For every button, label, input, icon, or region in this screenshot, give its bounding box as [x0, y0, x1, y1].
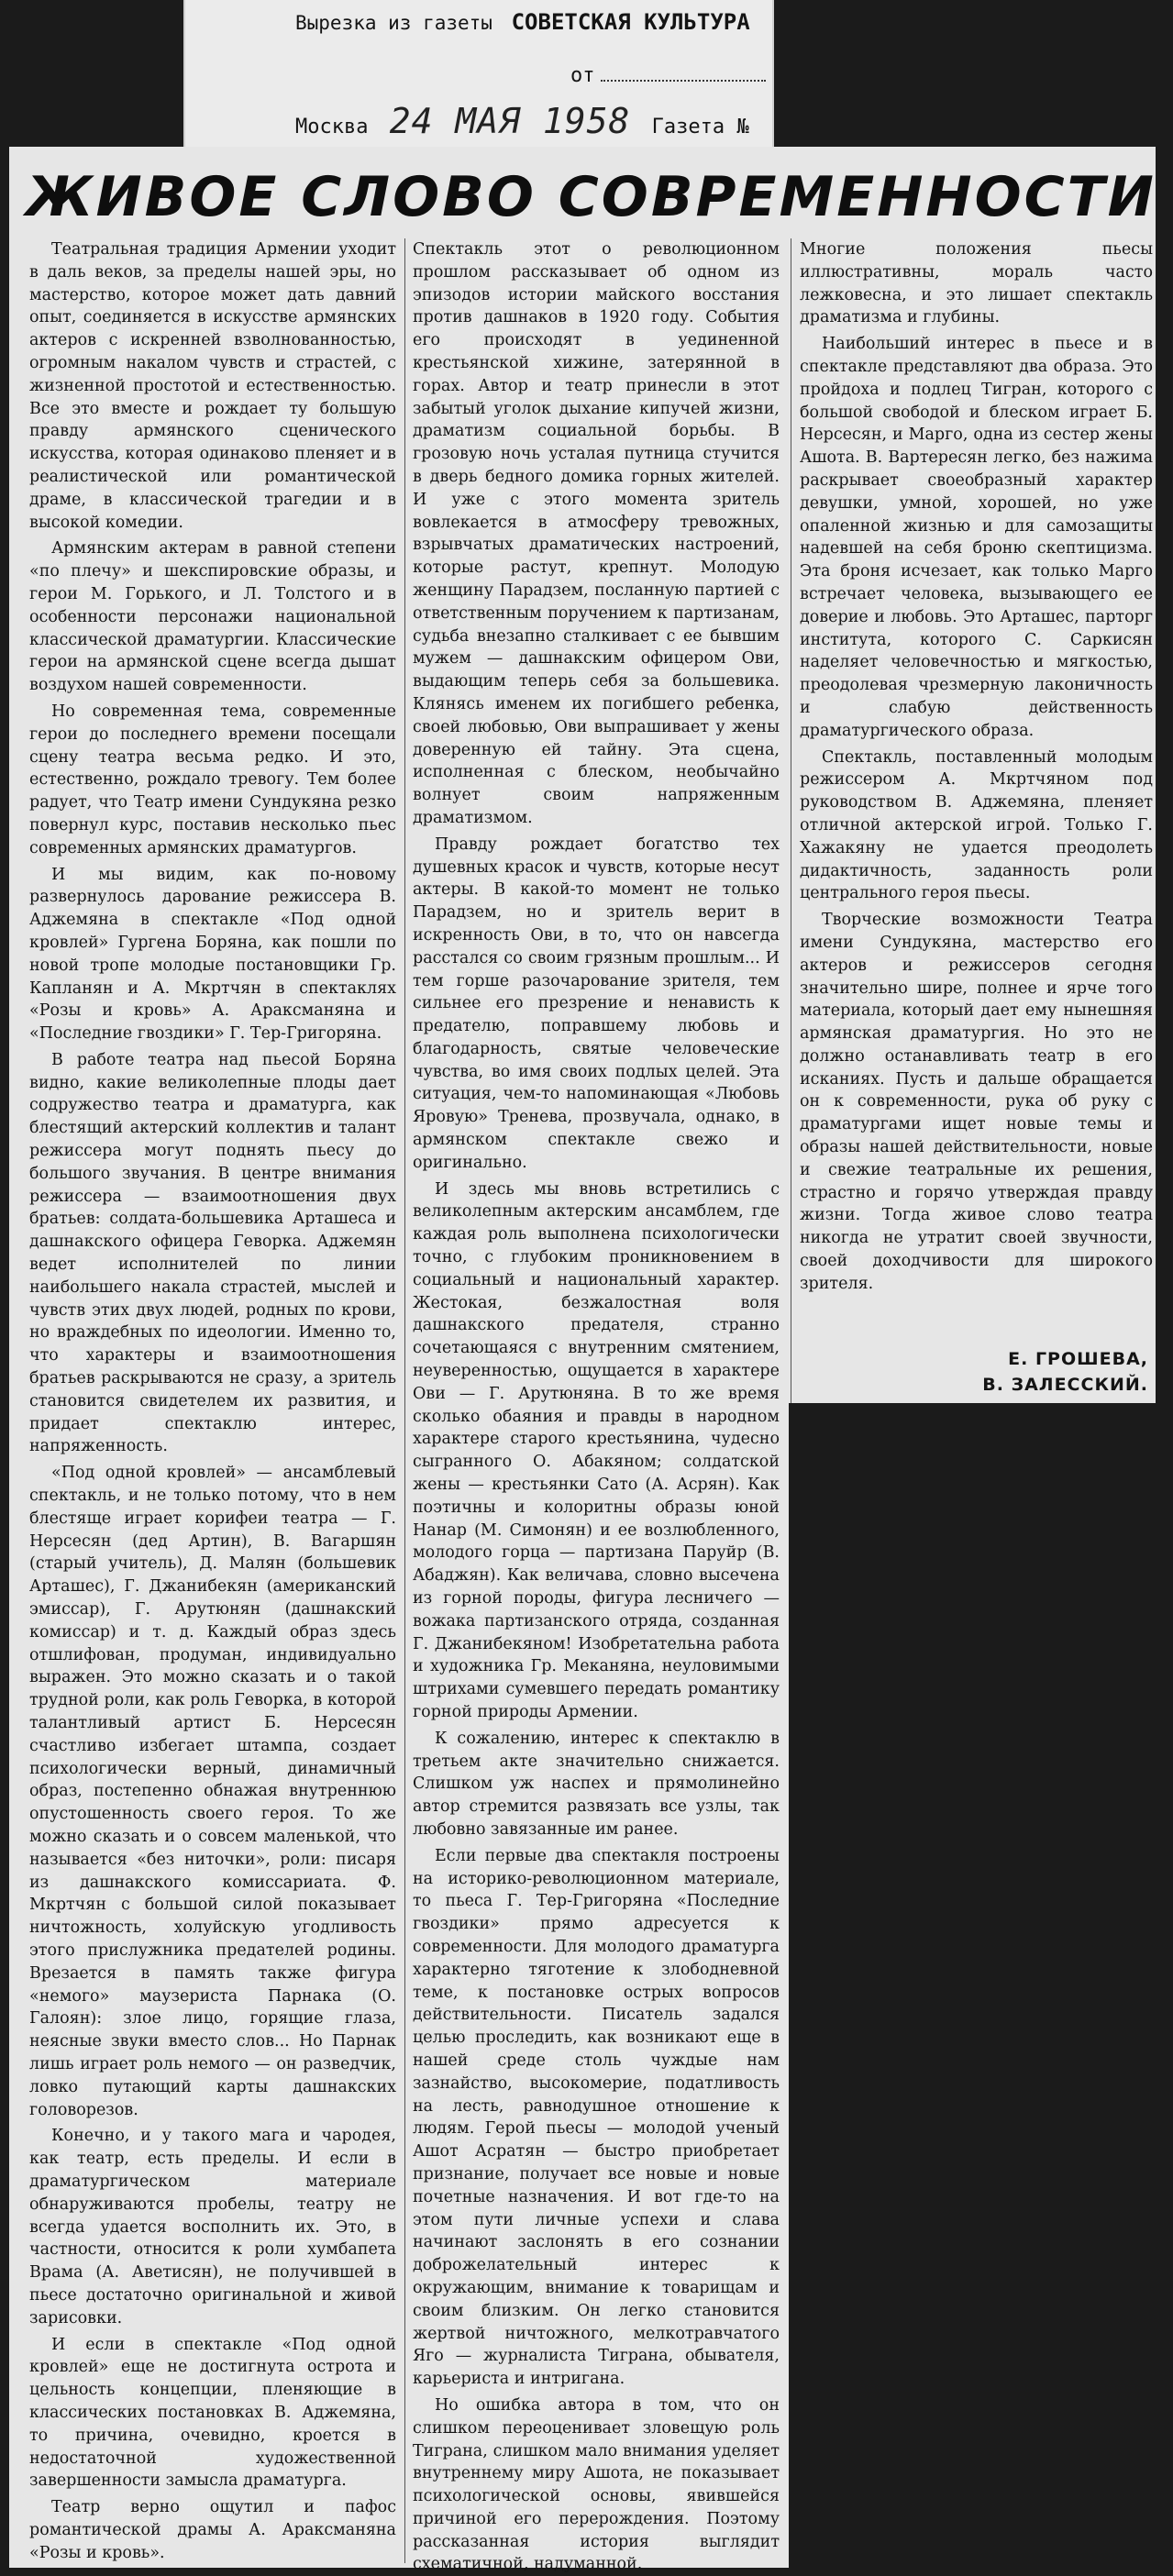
clipping-dotted-line — [601, 80, 766, 82]
article-authors — [800, 1346, 1148, 1398]
clipping-prefix: Вырезка из газеты — [295, 12, 492, 34]
author-name: Е. ГРОШЕВА, — [1008, 1349, 1148, 1369]
paragraph: Театральная традиция Армении уходит в даль веков, за пределы нашей эры, но мастерство, которое может дать давний опыт, соединяется в искусстве армянских актеров с искренней взволнованностью, огромным накалом чувств и страстей, с жизненной простотой и естественностью. Все это вместе и рождает ту большую правду армянского сценического искусства, которая одинаково пленяет и в реалистической или романтической драме, в классической трагедии и в высокой комедии. — [29, 240, 396, 532]
paragraph: Театр верно ощутил и пафос романтической драмы А. Араксманяна «Розы и кровь». — [29, 2498, 396, 2562]
clipping-date-stamp: 24 МАЯ 1958 — [389, 101, 631, 141]
paragraph: К сожалению, интерес к спектаклю в третьем акте значительно снижается. Слишком уж наспех и прямолинейно автор стремится развязать все узлы, так любовно завязанные им ранее. — [413, 1729, 780, 1839]
paragraph: Армянским актерам в равной степени «по плечу» и шекспировские образы, и герои М. Горького, и Л. Толстого и в особенности персонажи национальной классической драматургии. Классические герои на армянской сцене всегда дышат воздухом нашей современности. — [29, 539, 396, 695]
article-column-1 — [29, 238, 396, 2563]
clipping-header — [295, 9, 750, 35]
clipping-city: Москва — [295, 116, 369, 138]
paragraph: Спектакль этот о революционном прошлом рассказывает об одном из эпизодов истории майского восстания против дашнаков в 1920 году. События его происходят в уединенной крестьянской хижине, затерянной в горах. Автор и театр принесли в этот забытый уголок дыхание кипучей жизни, драматизм социальной борьбы. В грозовую ночь усталая путница стучится в дверь бедного домика горных жителей. И уже с этого момента зритель вовлекается в атмосферу тревожных, взрывчатых драматических настроений, которые растут, крепнут. Молодую женщину Парадзем, посланную партией с ответственным поручением к партизанам, судьба внезапно сталкивает с ее бывшим мужем — дашнакским офицером Ови, выдающим теперь себя за большевика. Клянясь именем их погибшего ребенка, своей любовью, Ови выпрашивает у жены доверенную ей тайну. Эта сцена, исполненная с блеском, необычайно волнует своим напряженным драматизмом. — [413, 240, 780, 827]
article-column-3 — [800, 238, 1153, 1339]
paragraph: Но ошибка автора в том, что он слишком переоценивает зловещую роль Тиграна, слишком мало внимания уделяет внутреннему миру Ашота, не показывает психологической основы, явившейся причиной его перерождения. Поэтому рассказанная история выглядит схематичной, надуманной. — [413, 2395, 780, 2574]
paragraph: И здесь мы вновь встретились с великолепным актерским ансамблем, где каждая роль выполнена психологически точно, с глубоким проникновением в социальный и национальный характер. Жестокая, безжалостная воля дашнакского предателя, странно сочетающаяся с внутренним смятением, неуверенностью, ощущается в характере Ови — Г. Арутюняна. В то же время сколько обаяния и правды в народном характере старого крестьянина, чудесно сыгранного О. Абакяном; солдатской жены — крестьянки Сато (А. Асрян). Как поэтичны и колоритны образы юной Нанар (М. Симонян) и ее возлюбленного, молодого горца — партизана Паруйр (В. Абаджян). Как величава, словно высечена из горной породы, фигура лесничего — вожака партизанского отряда, созданная Г. Джанибекяном! Изобретательна работа и художника Гр. Меканяна, неуловимыми штрихами сумевшего передать романтику горной природы Армении. — [413, 1179, 780, 1721]
paragraph: «Под одной кровлей» — ансамблевый спектакль, и не только потому, что в нем блестяще играет корифеи театра — Г. Нерсесян (дед Артин), В. Вагаршян (старый учитель), Д. Малян (большевик Арташес), Г. Джанибекян (американский эмиссар), Г. Арутюнян (дашнакский комиссар) и т. д. Каждый образ здесь отшлифован, продуман, индивидуально выражен. Это можно сказать и о такой трудной роли, как роль Геворка, в которой талантливый артист Б. Нерсесян счастливо избегает штампа, создает психологически верный, динамичный образ, постепенно обнажая внутреннюю опустошенность своего героя. То же можно сказать и о совсем маленькой, что называется «без ниточки», роли: писаря из дашнакского комиссариата. Ф. Мкртчян с большой силой показывает ничтожность, холуйскую угодливость этого прислужника предателей родины. Врезается в память также фигура «немого» маузериста Парнака (О. Галоян): злое лицо, горящие глаза, неясные звуки вместо слов... Но Парнак лишь играет роль немого — он разведчик, ловко путающий карты дашнакских головорезов. — [29, 1464, 396, 2119]
paragraph: Но современная тема, современные герои до последнего времени посещали сцену театра весьма редко. И это, естественно, рождало тревогу. Тем более радует, что Театр имени Сундукяна резко повернул курс, поставив несколько пьес современных армянских драматургов. — [29, 702, 396, 857]
paragraph: Наибольший интерес в пьесе и в спектакле представляют два образа. Это пройдоха и подлец Тигран, которого с большой свободой и блеском играет Б. Нерсесян, и Марго, одна из сестер жены Ашота. В. Вартересян легко, без нажима раскрывает своеобразный характер девушки, умной, хорошей, но уже опаленной жизнью и для самозащиты надевшей на себя броню скептицизма. Эта броня исчезает, как только Марго встречает человека, вызывающего ее доверие и любовь. Это Арташес, парторг института, которого С. Саркисян наделяет человечностью и мягкостью, преодолевая чрезмерную лаконичность и слабую действенность драматургического образа. — [800, 335, 1153, 740]
clipping-from-row — [570, 64, 766, 87]
paragraph: Спектакль, поставленный молодым режиссером А. Мкртчяном под руководством В. Аджемяна, пленяет отличной актерской игрой. Только Г. Хажакяну не удается преодолеть дидактичность, заданность роли центрального героя пьесы. — [800, 747, 1153, 903]
author-name: В. ЗАЛЕССКИЙ. — [982, 1375, 1148, 1395]
paragraph: И если в спектакле «Под одной кровлей» еще не достигнута острота и цельность концепции, пленяющие в классических постановках В. Аджемяна, то причина, очевидно, кроется в недостаточной художественной завершенности замысла драматурга. — [29, 2335, 396, 2491]
paragraph: Правду рождает богатство тех душевных красок и чувств, которые несут актеры. В какой-то момент не только Парадзем, но и зритель верит в искренность Ови, в то, что он навсегда расстался со своим грязным прошлым... И тем горше разочарование зрителя, тем сильнее его презрение и ненависть к предателю, поправшему любовь и благодарность, святые человеческие чувства, во имя своих подлых целей. Эта ситуация, чем-то напоминающая «Любовь Яровую» Тренева, прозвучала, однако, в армянском спектакле свежо и оригинально. — [413, 835, 780, 1172]
paragraph: Конечно, и у такого мага и чародея, как театр, есть пределы. И если в драматургическом материале обнаруживаются пробелы, театру не всегда удается восполнить их. Это, в частности, относится к роли хумбапета Врама (А. Аветисян), не получившей в пьесе достаточно оригинальной и живой зарисовки. — [29, 2127, 396, 2327]
publication-name: СОВЕТСКАЯ КУЛЬТУРА — [511, 9, 750, 35]
article-headline: ЖИВОЕ СЛОВО СОВРЕМЕННОСТИ — [26, 165, 1156, 229]
newspaper-clipping — [9, 147, 1156, 2574]
paragraph: И мы видим, как по-новому развернулось дарование режиссера В. Аджемяна в спектакле «Под одной кровлей» Гургена Боряна, как пошли по новой тропе молодые постановщики Гр. Капланян и А. Мкртчян в спектаклях «Розы и кровь» А. Араксманяна и «Последние гвоздики» Г. Тер-Григоряна. — [29, 865, 396, 1044]
paragraph: Многие положения пьесы иллюстративны, мораль часто лежковесна, и это лишает спектакль драматизма и глубины. — [800, 240, 1153, 327]
paragraph: Если первые два спектакля построены на историко-революционном материале, то пьеса Г. Тер-Григоряна «Последние гвоздики» прямо адресуется к современности. Для молодого драматурга характерно тяготение к злободневной теме, к постановке острых вопросов действительности. Писатель задался целью проследить, как возникают еще в нашей среде столь чуждые нам зазнайство, высокомерие, податливость на лесть, равнодушное отношение к людям. Герой пьесы — молодой ученый Ашот Асратян — быстро приобретает признание, получает все новые и новые почетные назначения. И вот где-то на этом пути личные успехи и слава начинают заслонять в его сознании доброжелательный интерес к окружающим, внимание к товарищам и своим близким. Он легко становится жертвой ничтожного, мелкотравчатого Яго — журналиста Тиграна, обывателя, карьериста и интригана. — [413, 1846, 780, 2389]
paragraph: Творческие возможности Театра имени Сундукяна, мастерство его актеров и режиссеров сегодня значительно шире, полнее и ярче того материала, который дает ему нынешняя армянская драматургия. Но это не должно останавливать театр в его исканиях. Пусть и дальше обращается он к современности, рука об руку с драматургами ищет новые темы и образы нашей действительности, новые и свежие театральные их решения, страстно и горячо утверждая правду жизни. Тогда живое слово театра никогда не утратит своей звучности, своей доходчивости для широкого зрителя. — [800, 911, 1153, 1293]
clipping-label — [183, 0, 774, 147]
clipping-issue: Газета № — [651, 116, 749, 138]
clipping-from-label: от — [570, 64, 595, 87]
clipping-footer — [295, 101, 749, 141]
paragraph: В работе театра над пьесой Боряна видно, какие великолепные плоды дает содружество театра и драматурга, как блестящий актерский коллектив и талант режиссера могут поднять пьесу до большого звучания. В центре внимания режиссера — взаимоотношения двух братьев: солдата-большевика Арташеса и дашнакского офицера Геворка. Аджемян ведет исполнителей по линии наибольшего накала страстей, мыслей и чувств этих двух людей, родных по крови, но враждебных по идеологии. Именно то, что характеры и взаимоотношения братьев раскрываются не сразу, а зритель становится свидетелем их развития, и придает спектаклю интерес, напряженность. — [29, 1050, 396, 1456]
column-divider — [404, 238, 405, 2563]
article-column-2 — [413, 238, 780, 2574]
